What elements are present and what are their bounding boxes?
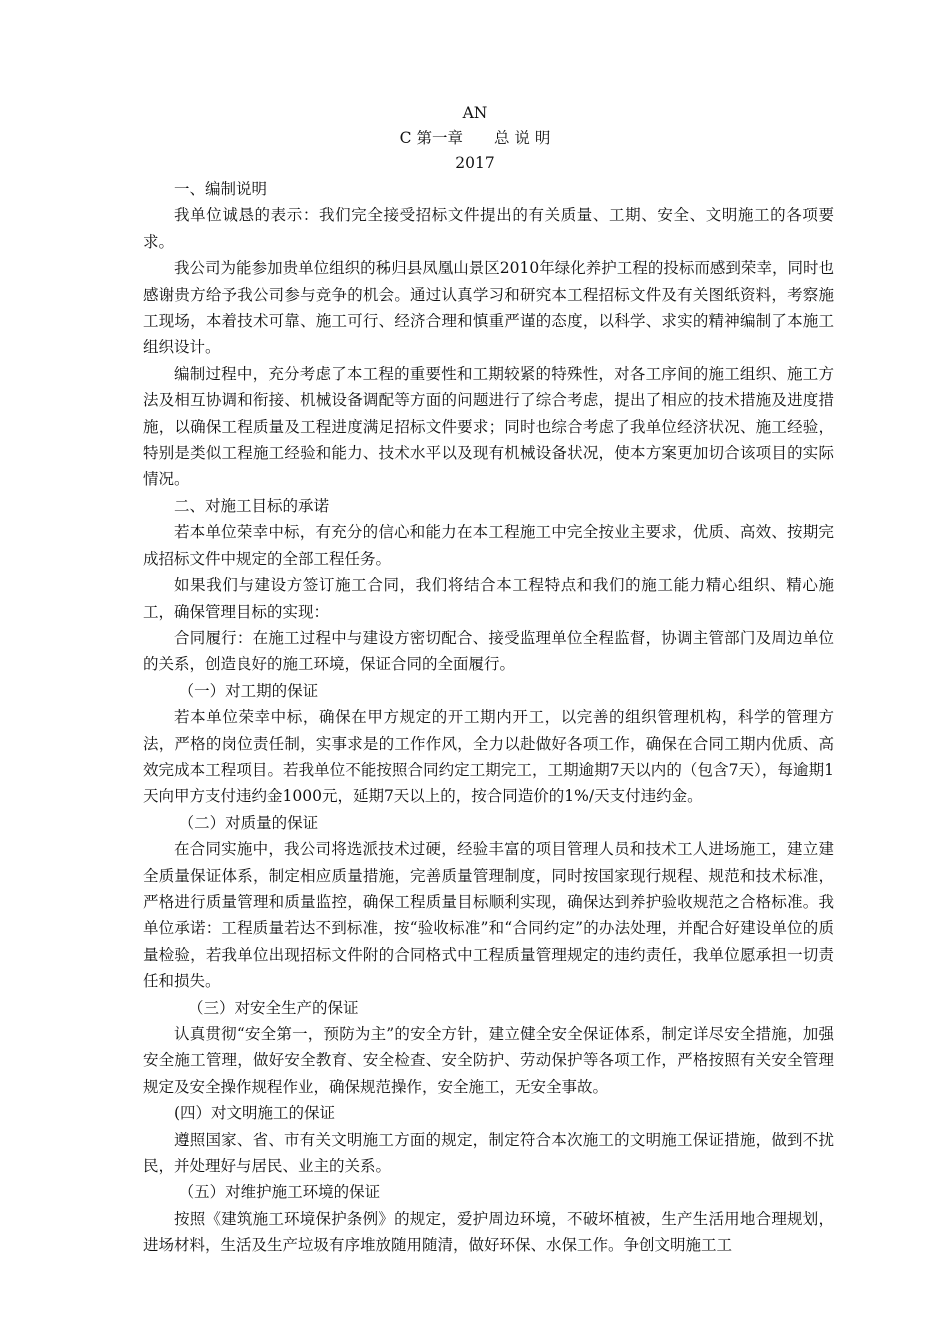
subsection-heading-quality: （二）对质量的保证 xyxy=(178,813,319,832)
subsection-heading-schedule: （一）对工期的保证 xyxy=(178,681,319,700)
section-heading-commitment: 二、对施工目标的承诺 xyxy=(174,496,330,515)
subsection-heading-safety: （三）对安全生产的保证 xyxy=(187,998,359,1017)
document-body xyxy=(143,176,834,1259)
subsection-heading-civilized-construction: (四）对文明施工的保证 xyxy=(174,1104,336,1123)
paragraph: 遵照国家、省、市有关文明施工方面的规定，制定符合本次施工的文明施工保证措施，做到不扰民，并处理好与居民、业主的关系。 xyxy=(143,1130,834,1176)
paragraph: 认真贯彻“安全第一，预防为主”的安全方针，建立健全安全保证体系，制定详尽安全措施，加强安全施工管理，做好安全教育、安全检查、安全防护、劳动保护等各项工作，严格按照有关安全管理规定及安全操作规程作业，确保规范操作，安全施工，无安全事故。 xyxy=(143,1025,834,1096)
paragraph: 如果我们与建设方签订施工合同，我们将结合本工程特点和我们的施工能力精心组织、精心施工，确保管理目标的实现： xyxy=(143,576,834,621)
section-heading-compilation: 一、编制说明 xyxy=(174,180,268,198)
paragraph: 按照《建筑施工环境保护条例》的规定，爱护周边环境，不破坏植被，生产生活用地合理规划，进场材料，生活及生产垃圾有序堆放随用随清，做好环保、水保工作。争创文明施工工 xyxy=(143,1209,834,1255)
chapter-title: C 第一章 总 说 明 xyxy=(399,129,551,147)
paragraph: 若本单位荣幸中标，有充分的信心和能力在本工程施工中完全按业主要求，优质、高效、按期完成招标文件中规定的全部工程任务。 xyxy=(143,523,834,568)
paragraph: 我单位诚恳的表示：我们完全接受招标文件提出的有关质量、工期、安全、文明施工的各项要求。 xyxy=(143,206,834,251)
paragraph: 编制过程中，充分考虑了本工程的重要性和工期较紧的特殊性，对各工序间的施工组织、施工方法及相互协调和衔接、机械设备调配等方面的问题进行了综合考虑，提出了相应的技术措施及进度措施，以确保工程质量及工程进度满足招标文件要求；同时也综合考虑了我单位经济状况、施工经验，特别是类似工程施工经验和能力、技术水平以及现有机械设备状况，使本方案更加切合该项目的实际情况。 xyxy=(143,364,834,489)
paragraph: 若本单位荣幸中标，确保在甲方规定的开工期内开工，以完善的组织管理机构，科学的管理方法，严格的岗位责任制，实事求是的工作作风，全力以赴做好各项工作，确保在合同工期内优质、高效完成本工程项目。若我单位不能按照合同约定工期完工，工期逾期7天以内的（包含7天），每逾期1天向甲方支付违约金1000元，延期7天以上的，按合同造价的1%/天支付违约金。 xyxy=(143,708,834,806)
header-code: AN xyxy=(462,104,488,122)
paragraph: 合同履行：在施工过程中与建设方密切配合、接受监理单位全程监督，协调主管部门及周边单位的关系，创造良好的施工环境，保证合同的全面履行。 xyxy=(143,628,834,674)
subsection-heading-environment: （五）对维护施工环境的保证 xyxy=(178,1183,381,1202)
header-year: 2017 xyxy=(455,154,495,172)
paragraph: 我公司为能参加贵单位组织的秭归县凤凰山景区2010年绿化养护工程的投标而感到荣幸，同时也感谢贵方给予我公司参与竞争的机会。通过认真学习和研究本工程招标文件及有关图纸资料，考察施工现场，本着技术可靠、施工可行、经济合理和慎重严谨的态度，以科学、求实的精神编制了本施工组织设计。 xyxy=(143,259,834,357)
paragraph: 在合同实施中，我公司将选派技术过硬，经验丰富的项目管理人员和技术工人进场施工，建立建全质量保证体系，制定相应质量措施，完善质量管理制度，同时按国家现行规程、规范和技术标准，严格进行质量管理和质量监控，确保工程质量目标顺利实现，确保达到养护验收规范之合格标准。我单位承诺：工程质量若达不到标准，按“验收标准”和“合同约定”的办法处理，并配合好建设单位的质量检验，若我单位出现招标文件附的合同格式中工程质量管理规定的违约责任，我单位愿承担一切责任和损失。 xyxy=(143,840,834,991)
